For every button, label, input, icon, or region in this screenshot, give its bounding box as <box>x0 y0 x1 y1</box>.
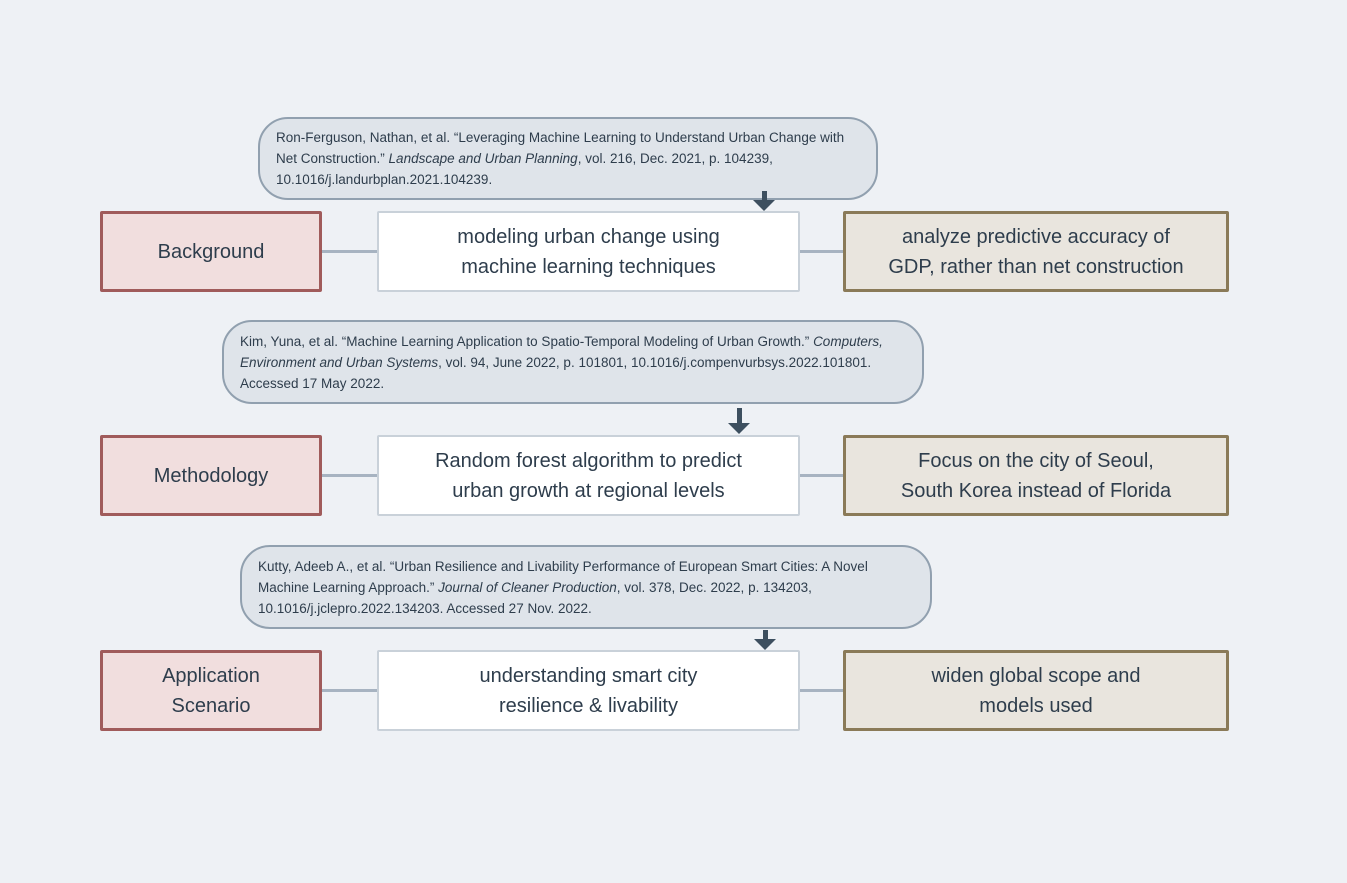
citation-bubble <box>222 320 924 404</box>
summary-box <box>377 211 800 292</box>
citation-post-text: , vol. 94, June 2022, p. 101801, 10.1016/j.compenvurbsys.2022.101801. Accessed 17 May 2022. <box>240 354 872 391</box>
citation-journal-text: Journal of Cleaner Production <box>438 579 617 595</box>
row-background <box>0 117 1347 292</box>
summary-text-line: resilience & livability <box>499 694 678 717</box>
arrow-stem <box>762 191 767 200</box>
row-methodology <box>0 320 1347 516</box>
citation-post-text: , vol. 216, Dec. 2021, p. 104239, 10.1016/j.landurbplan.2021.104239. <box>276 151 773 187</box>
citation-journal-text: Computers, Environment and Urban Systems <box>240 333 883 370</box>
arrow-down-icon <box>753 191 775 211</box>
arrow-head <box>728 423 750 434</box>
connector-line <box>800 250 843 253</box>
connector-line <box>800 689 843 692</box>
citation-text <box>240 331 906 394</box>
row-application-scenario <box>0 545 1347 731</box>
summary-text-line: Random forest algorithm to predict <box>435 449 742 472</box>
difference-text-line: models used <box>979 694 1093 717</box>
citation-journal-text: Landscape and Urban Planning <box>388 151 578 166</box>
difference-text-line: Focus on the city of Seoul, <box>918 449 1154 472</box>
category-box-background <box>100 211 322 292</box>
citation-text <box>276 127 860 190</box>
category-label: Scenario <box>171 694 251 717</box>
category-label: Background <box>157 240 265 263</box>
citation-text <box>258 556 914 619</box>
difference-box <box>843 650 1229 731</box>
difference-text-line: South Korea instead of Florida <box>900 479 1172 502</box>
citation-bubble <box>240 545 932 629</box>
citation-pre-text: Kim, Yuna, et al. “Machine Learning Application to Spatio-Temporal Modeling of Urban Growth.” <box>240 333 814 349</box>
summary-text-line: machine learning techniques <box>461 255 716 278</box>
summary-box <box>377 650 800 731</box>
citation-pre-text: Kutty, Adeeb A., et al. “Urban Resilience and Livability Performance of European Smart Cities: A Novel Machine Learning Approach.” <box>258 558 868 595</box>
arrow-down-icon <box>754 630 776 650</box>
citation-bubble <box>258 117 878 200</box>
arrow-down-icon <box>728 408 750 434</box>
citation-post-text: , vol. 378, Dec. 2022, p. 134203, 10.1016/j.jclepro.2022.134203. Accessed 27 Nov. 2022. <box>258 579 812 616</box>
arrow-stem <box>737 408 742 423</box>
category-box-application-scenario <box>100 650 322 731</box>
connector-line <box>800 474 843 477</box>
summary-text-line: understanding smart city <box>479 664 698 687</box>
citation-pre-text: Ron-Ferguson, Nathan, et al. “Leveraging Machine Learning to Understand Urban Change with Net Construction.” <box>276 130 845 166</box>
difference-text-line: widen global scope and <box>931 664 1141 687</box>
connector-line <box>322 250 377 253</box>
difference-text-line: GDP, rather than net construction <box>888 255 1184 278</box>
arrow-stem <box>763 630 768 639</box>
arrow-head <box>753 200 775 211</box>
summary-box <box>377 435 800 516</box>
category-box-methodology <box>100 435 322 516</box>
difference-box <box>843 435 1229 516</box>
category-label: Application <box>162 664 260 687</box>
connector-line <box>322 474 377 477</box>
category-label: Methodology <box>153 464 269 487</box>
difference-text-line: analyze predictive accuracy of <box>902 225 1170 248</box>
summary-text-line: urban growth at regional levels <box>452 479 725 502</box>
difference-box <box>843 211 1229 292</box>
connector-line <box>322 689 377 692</box>
arrow-head <box>754 639 776 650</box>
summary-text-line: modeling urban change using <box>457 225 720 248</box>
